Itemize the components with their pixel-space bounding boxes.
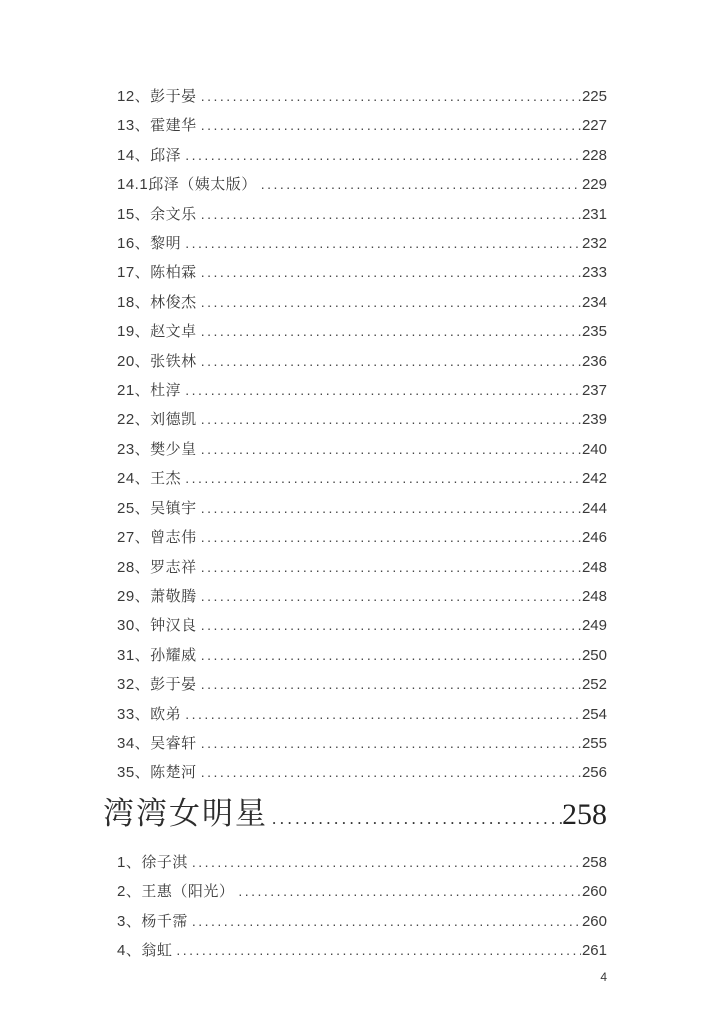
toc-entry-page: 256	[581, 764, 607, 782]
toc-entry-label: 33、欧弟	[117, 705, 182, 723]
dot-leader	[185, 229, 581, 257]
dot-leader	[201, 347, 581, 375]
toc-entry-page: 261	[581, 941, 607, 959]
toc-entry-label: 2、王惠（阳光）	[117, 883, 235, 901]
dot-leader	[185, 700, 581, 728]
dot-leader	[238, 877, 581, 905]
toc-entry[interactable]	[117, 907, 607, 936]
toc-list	[103, 82, 607, 965]
toc-entry[interactable]	[117, 670, 607, 699]
toc-entry-label: 24、王杰	[117, 470, 182, 488]
toc-entry[interactable]	[117, 729, 607, 758]
dot-leader	[185, 376, 581, 404]
toc-entry-label: 4、翁虹	[117, 941, 173, 959]
toc-entry-page: 235	[581, 323, 607, 341]
toc-entry-page: 250	[581, 646, 607, 664]
toc-entry-page: 225	[581, 88, 607, 105]
toc-entry-label: 20、张铁林	[117, 352, 197, 370]
dot-leader	[192, 848, 581, 876]
toc-entry-label: 28、罗志祥	[117, 558, 197, 576]
toc-entry[interactable]	[117, 494, 607, 523]
toc-entry-page: 234	[581, 293, 607, 311]
toc-entry[interactable]	[117, 200, 607, 229]
toc-entry[interactable]	[117, 258, 607, 287]
toc-entry-page: 260	[581, 912, 607, 930]
toc-entry-label: 16、黎明	[117, 235, 182, 253]
toc-entry[interactable]	[117, 582, 607, 611]
toc-entry-page: 246	[581, 529, 607, 547]
toc-entry-page: 228	[581, 146, 607, 164]
toc-entry[interactable]	[117, 523, 607, 552]
toc-entry-label: 14、邱泽	[117, 146, 182, 164]
toc-entry[interactable]	[117, 936, 607, 965]
toc-entry-label: 32、彭于晏	[117, 676, 197, 694]
toc-entry-label: 27、曾志伟	[117, 529, 197, 547]
dot-leader	[185, 141, 581, 169]
toc-entry[interactable]	[117, 758, 607, 787]
toc-entry-label: 21、杜淳	[117, 382, 182, 400]
toc-entry-page: 232	[581, 235, 607, 253]
dot-leader	[201, 288, 581, 316]
toc-entry-page: 229	[581, 176, 607, 194]
toc-entry[interactable]	[117, 877, 607, 906]
toc-entry-label: 18、林俊杰	[117, 293, 197, 311]
dot-leader	[201, 317, 581, 345]
dot-leader	[201, 582, 581, 610]
toc-entry[interactable]	[117, 611, 607, 640]
toc-heading-page: 258	[562, 797, 607, 831]
toc-entry-page: 260	[581, 883, 607, 901]
dot-leader	[192, 907, 581, 935]
toc-entry-label: 15、余文乐	[117, 205, 197, 223]
dot-leader	[201, 82, 581, 110]
toc-entry-page: 237	[581, 382, 607, 400]
toc-entry-page: 227	[581, 117, 607, 135]
toc-entry[interactable]	[117, 700, 607, 729]
toc-entry-label: 23、樊少皇	[117, 440, 197, 458]
toc-entry-page: 255	[581, 734, 607, 752]
toc-entry-page: 242	[581, 470, 607, 488]
toc-entry[interactable]	[117, 464, 607, 493]
toc-entry[interactable]	[117, 82, 607, 111]
toc-section-heading[interactable]	[103, 790, 607, 843]
toc-entry[interactable]	[117, 405, 607, 434]
toc-entry-page: 231	[581, 205, 607, 223]
dot-leader	[201, 435, 581, 463]
toc-entry[interactable]	[117, 435, 607, 464]
dot-leader	[201, 111, 581, 139]
toc-entry[interactable]	[117, 288, 607, 317]
toc-entry[interactable]	[117, 229, 607, 258]
dot-leader	[201, 200, 581, 228]
toc-entry-label: 29、萧敬腾	[117, 587, 197, 605]
toc-entry-label: 30、钟汉良	[117, 617, 197, 635]
toc-entry-page: 236	[581, 352, 607, 370]
page-number: 4	[600, 970, 607, 985]
toc-entry-label: 35、陈楚河	[117, 764, 197, 782]
toc-entry-page: 249	[581, 617, 607, 635]
dot-leader	[201, 553, 581, 581]
toc-entry-label: 34、吴睿轩	[117, 734, 197, 752]
dot-leader	[201, 729, 581, 757]
toc-entry[interactable]	[117, 317, 607, 346]
toc-entry-page: 254	[581, 705, 607, 723]
toc-entry-label: 14.1邱泽（姨太版）	[117, 176, 257, 194]
toc-entry-page: 252	[581, 676, 607, 694]
toc-heading-label: 湾湾女明星	[103, 795, 268, 831]
toc-entry-page: 248	[581, 558, 607, 576]
dot-leader	[201, 494, 581, 522]
toc-entry[interactable]	[117, 347, 607, 376]
dot-leader	[201, 523, 581, 551]
dot-leader	[185, 464, 581, 492]
dot-leader	[201, 670, 581, 698]
toc-entry-label: 17、陈柏霖	[117, 264, 197, 282]
toc-entry-label: 22、刘德凯	[117, 411, 197, 429]
toc-entry-label: 31、孙耀威	[117, 646, 197, 664]
toc-entry-page: 244	[581, 499, 607, 517]
dot-leader	[201, 641, 581, 669]
toc-entry-page: 248	[581, 587, 607, 605]
toc-entry[interactable]	[117, 376, 607, 405]
dot-leader	[272, 795, 562, 843]
toc-entry-page: 258	[581, 853, 607, 871]
toc-entry[interactable]	[117, 170, 607, 199]
dot-leader	[201, 258, 581, 286]
toc-entry-label: 12、彭于晏	[117, 88, 197, 105]
toc-entry-page: 240	[581, 440, 607, 458]
dot-leader	[201, 758, 581, 786]
toc-entry[interactable]	[117, 848, 607, 877]
toc-entry-label: 19、赵文卓	[117, 323, 197, 341]
toc-entry[interactable]	[117, 641, 607, 670]
toc-entry[interactable]	[117, 553, 607, 582]
dot-leader	[176, 936, 581, 964]
toc-entry-label: 3、杨千霈	[117, 912, 188, 930]
dot-leader	[201, 405, 581, 433]
toc-entry-page: 233	[581, 264, 607, 282]
toc-entry[interactable]	[117, 141, 607, 170]
toc-entry-label: 13、霍建华	[117, 117, 197, 135]
dot-leader	[261, 170, 581, 198]
toc-entry-label: 25、吴镇宇	[117, 499, 197, 517]
toc-entry-label: 1、徐子淇	[117, 853, 188, 871]
toc-entry-page: 239	[581, 411, 607, 429]
toc-entry[interactable]	[117, 111, 607, 140]
dot-leader	[201, 611, 581, 639]
